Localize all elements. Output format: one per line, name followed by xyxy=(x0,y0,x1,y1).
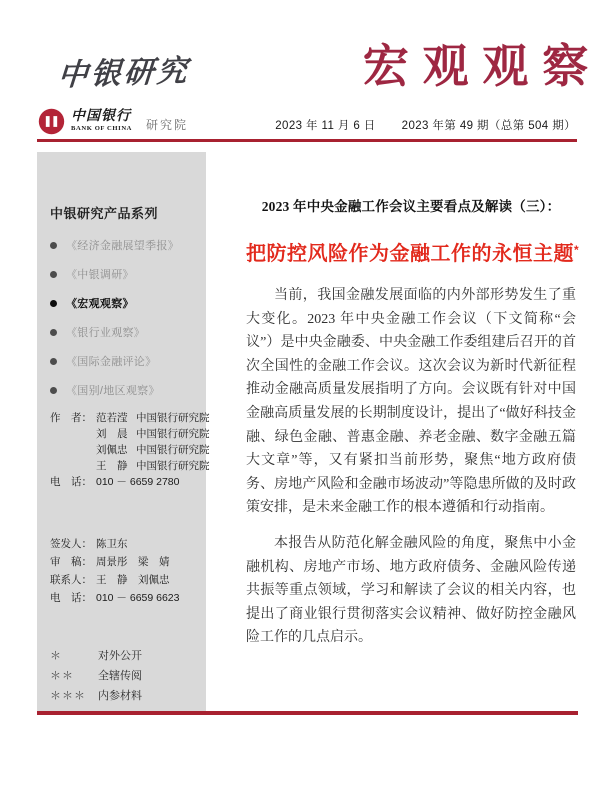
author-block xyxy=(50,412,210,489)
author-name: 刘 晨 xyxy=(96,428,128,440)
mark-row-public xyxy=(50,649,196,663)
author-org: 中国银行研究院 xyxy=(136,428,210,440)
series-item-intl-finance-review xyxy=(50,353,196,369)
phone-value: 010 － 6659 2780 xyxy=(96,476,180,488)
author-row xyxy=(50,428,210,441)
bullet-icon xyxy=(50,358,57,365)
series-item-quarterly-outlook xyxy=(50,237,196,253)
author-org: 中国银行研究院 xyxy=(136,460,210,472)
sidebar xyxy=(37,152,210,711)
bank-logo-row xyxy=(38,108,188,135)
star-icon: ＊ xyxy=(50,650,62,662)
bullet-icon xyxy=(50,242,57,249)
author-row xyxy=(50,412,210,425)
approval-phone-row xyxy=(50,592,196,605)
bullet-icon xyxy=(50,271,57,278)
contact-names: 王 静 刘佩忠 xyxy=(96,574,170,586)
series-item-label: 《国别/地区观察》 xyxy=(66,385,160,397)
bank-name-chinese: 中国银行 xyxy=(71,109,131,125)
top-divider-rule xyxy=(37,139,577,142)
approval-block xyxy=(50,538,196,605)
main-content xyxy=(246,197,580,662)
header-meta xyxy=(275,117,576,133)
series-item-banking-observation xyxy=(50,324,196,340)
star-icon: ＊＊ xyxy=(50,670,74,682)
brand-calligraphy: 中银研究 xyxy=(56,53,191,94)
bank-of-china-logo-icon xyxy=(38,108,65,135)
institute-label: 研究院 xyxy=(146,118,189,132)
report-title-text: 把防控风险作为金融工作的永恒主题 xyxy=(246,243,574,265)
author-phone-row xyxy=(50,476,196,489)
abstract-text xyxy=(246,284,576,650)
issue-number: 2023 年第 49 期（总第 504 期） xyxy=(401,120,576,132)
contact-row xyxy=(50,574,196,587)
bullet-icon xyxy=(50,329,57,336)
mark-label: 对外公开 xyxy=(98,650,142,662)
series-item-label: 《经济金融展望季报》 xyxy=(66,240,179,252)
author-row xyxy=(50,444,210,457)
author-org: 中国银行研究院 xyxy=(136,412,210,424)
author-name: 范若滢 xyxy=(96,412,128,424)
report-subtitle: 2023 年中央金融工作会议主要看点及解读（三）： xyxy=(261,199,561,214)
series-list xyxy=(50,237,196,398)
author-name: 刘佩忠 xyxy=(96,444,128,456)
series-title: 中银研究产品系列 xyxy=(50,206,159,221)
star-icon: ＊＊＊ xyxy=(50,690,86,702)
author-org: 中国银行研究院 xyxy=(136,444,210,456)
series-item-label: 《宏观观察》 xyxy=(66,298,134,310)
issuer-label: 签发人： xyxy=(50,538,92,550)
series-item-label: 《银行业观察》 xyxy=(66,327,146,339)
phone-value: 010 － 6659 6623 xyxy=(96,592,180,604)
paragraph-2: 本报告从防范化解金融风险的角度，聚焦中小金融机构、房地产市场、地方政府债务、金融风险传递共振等重点领域，学习和解读了会议的相关内容，也提出了商业银行贯彻落实会议精神、做好防控金融风险工作的几点启示。 xyxy=(246,535,576,646)
bullet-icon xyxy=(50,300,57,307)
author-row xyxy=(50,460,210,473)
bottom-divider-rule xyxy=(37,711,578,715)
author-name: 王 静 xyxy=(96,460,128,472)
issuer-name: 陈卫东 xyxy=(96,538,128,550)
report-title xyxy=(246,237,580,268)
publication-title: 宏观观察 xyxy=(362,41,602,92)
author-label-spacer xyxy=(50,444,96,457)
footnote-asterisk: * xyxy=(574,243,580,257)
publish-date: 2023 年 11 月 6 日 xyxy=(275,120,376,132)
phone-label: 电 话： xyxy=(50,592,92,604)
mark-label: 内参材料 xyxy=(98,690,142,702)
mark-row-internal-circulation xyxy=(50,669,196,683)
bank-logo-text xyxy=(71,110,132,133)
issuer-row xyxy=(50,538,196,551)
series-item-label: 《中银调研》 xyxy=(66,269,134,281)
series-item-macro-observation xyxy=(50,295,196,311)
phone-label: 电 话： xyxy=(50,476,92,488)
reviewer-row xyxy=(50,556,196,569)
author-label-spacer xyxy=(50,428,96,441)
mark-row-internal-reference xyxy=(50,689,196,703)
reviewer-names: 周景彤 梁 婧 xyxy=(96,556,170,568)
series-item-country-region xyxy=(50,382,196,398)
series-item-label: 《国际金融评论》 xyxy=(66,356,157,368)
classification-marks xyxy=(50,649,196,703)
series-item-boc-survey xyxy=(50,266,196,282)
reviewer-label: 审 稿： xyxy=(50,556,92,568)
author-label: 作 者： xyxy=(50,412,92,424)
mark-label: 全辖传阅 xyxy=(98,670,142,682)
bank-name-english: BANK OF CHINA xyxy=(71,125,133,133)
bullet-icon xyxy=(50,387,57,394)
paragraph-1: 当前，我国金融发展面临的内外部形势发生了重大变化。2023 年中央金融工作会议（下文简称“会议”）是中央金融委、中央金融工作委组建后召开的首次全国性的金融工作会议。这次会议为新时代新征程推动金融高质量发展指明了方向。会议既有针对中国金融高质量发展的长期制度设计，提出了“做好科技金融、绿色金融、普惠金融、养老金融、数字金融五篇大文章”等，又有紧扣当前形势，聚焦“地方政府债务、房地产风险和金融市场波动”等隐患所做的及时政策安排，是未来金融工作的根本遵循和行动指南。 xyxy=(246,288,576,516)
author-label-spacer xyxy=(50,460,96,473)
contact-label: 联系人： xyxy=(50,574,92,586)
